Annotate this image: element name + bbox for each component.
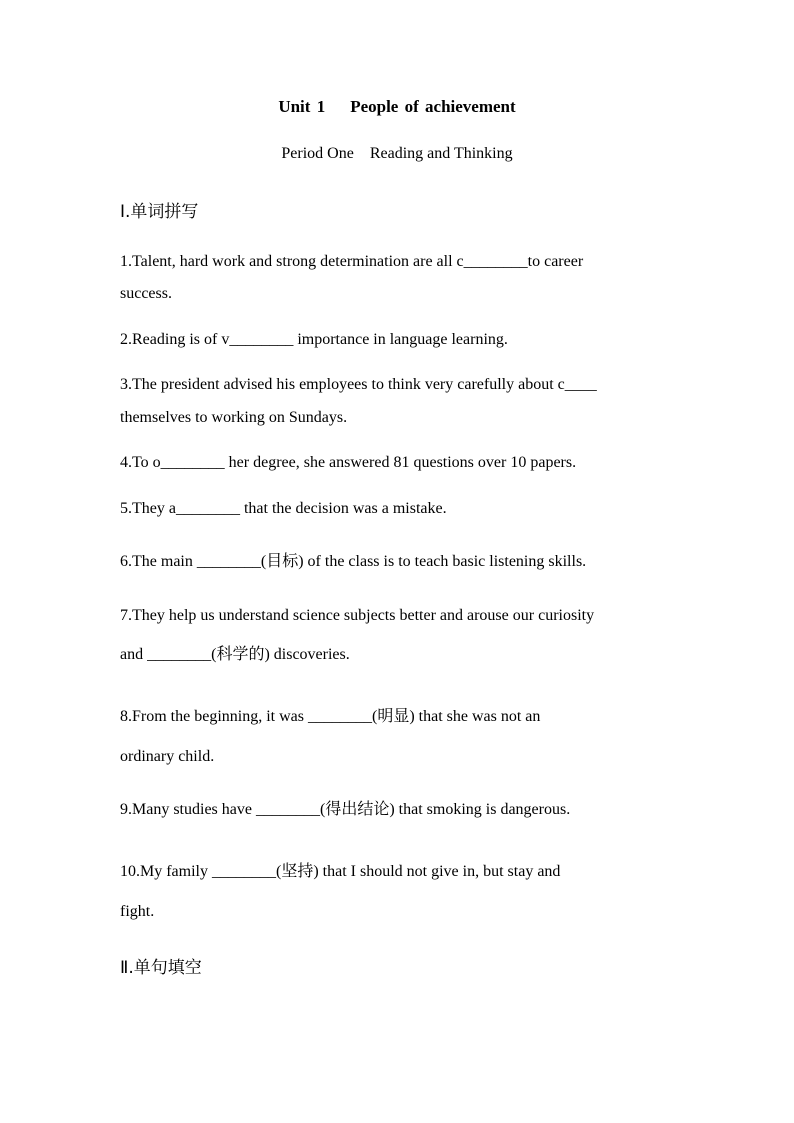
question-line: 2.Reading is of v________ importance in language learning.: [120, 331, 508, 348]
question-line: success.: [120, 285, 172, 302]
question-1: [120, 252, 680, 272]
unit-name: People of achievement: [350, 97, 516, 116]
question-text: ) that I should not give in, but stay and: [313, 863, 561, 880]
question-line: themselves to working on Sundays.: [120, 409, 348, 426]
question-line: 4.To o________ her degree, she answered 81 questions over 10 papers.: [120, 454, 577, 471]
question-line: ordinary child.: [120, 748, 215, 765]
question-text: and ________(: [120, 646, 217, 663]
question-text: 9.Many studies have ________(: [120, 801, 326, 818]
period-subtitle: [0, 145, 794, 163]
chinese-hint: 目标: [266, 551, 299, 570]
question-8: [120, 706, 680, 727]
question-7-continued: [120, 644, 680, 665]
question-6: [120, 551, 680, 572]
question-text: ) discoveries.: [264, 646, 350, 663]
unit-title: [0, 97, 794, 117]
question-text: 10.My family ________(: [120, 863, 282, 880]
chinese-hint: 坚持: [281, 861, 314, 880]
question-9: [120, 799, 680, 820]
period-number: Period One: [281, 145, 354, 162]
section-heading-fill-in: Ⅱ.单句填空: [120, 958, 202, 978]
question-4: [120, 453, 680, 473]
chinese-hint: 明显: [377, 706, 410, 725]
period-topic: Reading and Thinking: [369, 145, 513, 162]
question-3: [120, 375, 680, 395]
question-line: 5.They a________ that the decision was a mistake.: [120, 500, 447, 517]
question-1-continued: [120, 284, 680, 304]
question-10: [120, 861, 680, 882]
question-2: [120, 330, 680, 350]
question-line: 1.Talent, hard work and strong determination are all c________to career: [120, 253, 584, 270]
question-line: 7.They help us understand science subjects better and arouse our curiosity: [120, 607, 595, 624]
question-10-continued: [120, 902, 680, 922]
question-line: 3.The president advised his employees to think very carefully about c____: [120, 376, 597, 393]
chinese-hint: 科学的: [216, 644, 265, 663]
question-3-continued: [120, 408, 680, 428]
unit-number: Unit 1: [278, 97, 326, 116]
question-8-continued: [120, 747, 680, 767]
question-7: [120, 606, 680, 626]
question-line: fight.: [120, 903, 155, 920]
question-5: [120, 499, 680, 519]
section-heading-spelling: Ⅰ.单词拼写: [120, 202, 199, 222]
question-text: 6.The main ________(: [120, 553, 267, 570]
question-text: ) of the class is to teach basic listening skills.: [298, 553, 587, 570]
question-text: 8.From the beginning, it was ________(: [120, 708, 378, 725]
question-text: ) that she was not an: [409, 708, 541, 725]
chinese-hint: 得出结论: [325, 799, 390, 818]
question-text: ) that smoking is dangerous.: [389, 801, 571, 818]
